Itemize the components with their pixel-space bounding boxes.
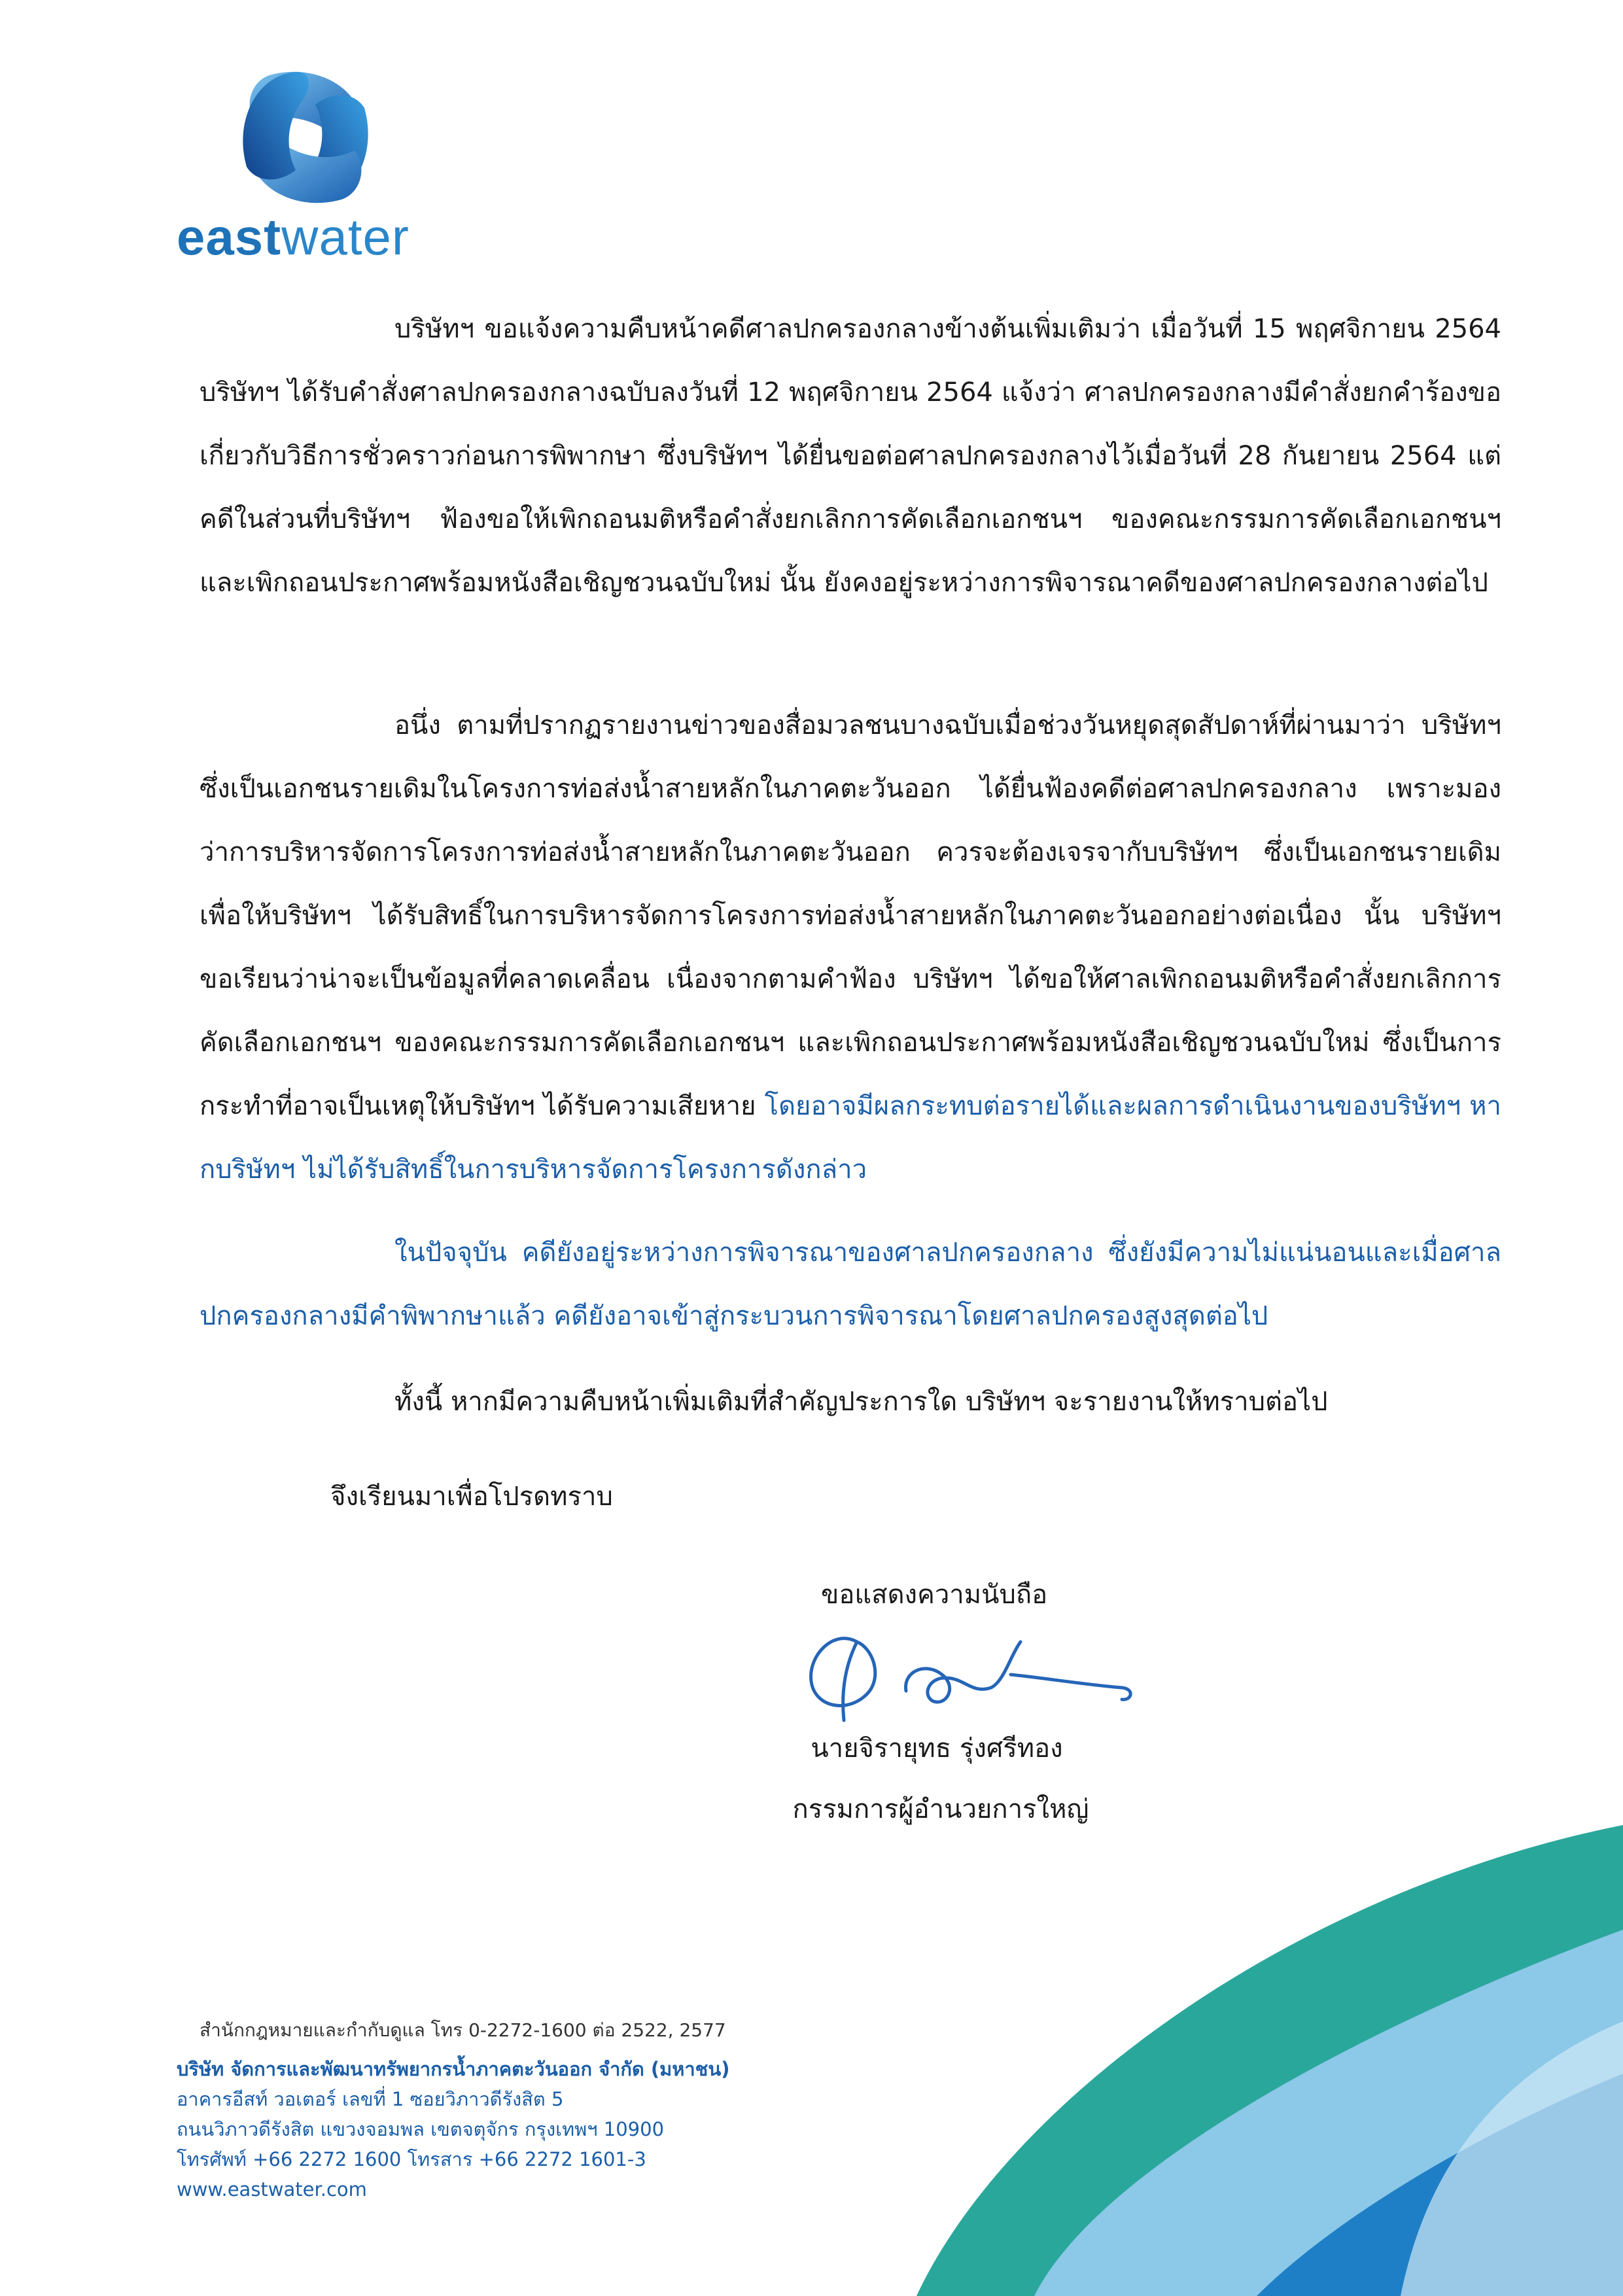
brand-part-east: east — [177, 208, 282, 266]
signer-name: นายจิรายุทธ รุ่งศรีทอง — [811, 1733, 1063, 1764]
paragraph-court-progress: บริษัทฯ ขอแจ้งความคืบหน้าคดีศาลปกครองกลางข้างต้นเพิ่มเติมว่า เมื่อวันที่ 15 พฤศจิกายน 2564 บริษัทฯ ได้รับคำสั่งศาลปกครองกลางฉบับลงวันที่ 12 พฤศจิกายน 2564 แจ้งว่า ศาลปกครองกลางมีคำสั่งยกคำร้องขอเกี่ยวกับวิธีการชั่วคราวก่อนการพิพากษา ซึ่งบริษัทฯ ได้ยื่นขอต่อศาลปกครองกลางไว้เมื่อวันที่ 28 กันยายน 2564 แต่คดีในส่วนที่บริษัทฯ ฟ้องขอให้เพิกถอนมติหรือคำสั่งยกเลิกการคัดเลือกเอกชนฯ ของคณะกรรมการคัดเลือกเอกชนฯ และเพิกถอนประกาศพร้อมหนังสือเชิญชวนฉบับใหม่ นั้น ยังคงอยู่ระหว่างการพิจารณาคดีของศาลปกครองกลางต่อไป — [200, 314, 1501, 598]
signature — [795, 1616, 1148, 1733]
company-name: บริษัท จัดการและพัฒนาทรัพยากรน้ำภาคตะวันออก จำกัด (มหาชน) — [177, 2058, 730, 2080]
signer-title: กรรมการผู้อำนวยการใหญ่ — [792, 1794, 1089, 1824]
company-phone: โทรศัพท์ +66 2272 1600 โทรสาร +66 2272 1601-3 — [177, 2148, 646, 2170]
brand-wordmark — [177, 207, 410, 267]
company-website: www.eastwater.com — [177, 2178, 367, 2200]
paragraph-current-status: ในปัจจุบัน คดียังอยู่ระหว่างการพิจารณาของศาลปกครองกลาง ซึ่งยังมีความไม่แน่นอนและเมื่อศาลปกครองกลางมีคำพิพากษาแล้ว คดียังอาจเข้าสู่กระบวนการพิจารณาโดยศาลปกครองสูงสุดต่อไป — [200, 1238, 1501, 1331]
closing-line: จึงเรียนมาเพื่อโปรดทราบ — [330, 1482, 613, 1512]
paragraph-news-text: อนึ่ง ตามที่ปรากฏรายงานข่าวของสื่อมวลชนบางฉบับเมื่อช่วงวันหยุดสุดสัปดาห์ที่ผ่านมาว่า บริษัทฯ ซึ่งเป็นเอกชนรายเดิมในโครงการท่อส่งน้ำสายหลักในภาคตะวันออก ได้ยื่นฟ้องคดีต่อศาลปกครองกลาง เพราะมองว่าการบริหารจัดการโครงการท่อส่งน้ำสายหลักในภาคตะวันออก ควรจะต้องเจรจากับบริษัทฯ ซึ่งเป็นเอกชนรายเดิม เพื่อให้บริษัทฯ ได้รับสิทธิ์ในการบริหารจัดการโครงการท่อส่งน้ำสายหลักในภาคตะวันออกอย่างต่อเนื่อง นั้น บริษัทฯ ขอเรียนว่าน่าจะเป็นข้อมูลที่คลาดเคลื่อน เนื่องจากตามคำฟ้อง บริษัทฯ ได้ขอให้ศาลเพิกถอนมติหรือคำสั่งยกเลิกการคัดเลือกเอกชนฯ ของคณะกรรมการคัดเลือกเอกชนฯ และเพิกถอนประกาศพร้อมหนังสือเชิญชวนฉบับใหม่ ซึ่งเป็นการกระทำที่อาจเป็นเหตุให้บริษัทฯ ได้รับความเสียหาย — [200, 710, 1501, 1121]
company-block — [177, 2054, 729, 2204]
logo-mark-icon — [230, 62, 381, 213]
company-address-1: อาคารอีสท์ วอเตอร์ เลขที่ 1 ซอยวิภาวดีรังสิต 5 — [177, 2088, 564, 2110]
eastwater-logo — [177, 62, 438, 271]
letter-body — [200, 298, 1501, 1434]
decorative-wave — [838, 1825, 1623, 2296]
paragraph-news-impact: โดยอาจมีผลกระทบต่อรายได้และผลการดำเนินงานของบริษัทฯ หากบริษัทฯ ไม่ได้รับสิทธิ์ในการบริหารจัดการโครงการดังกล่าว — [200, 1091, 1501, 1185]
paragraph-further-report: ทั้งนี้ หากมีความคืบหน้าเพิ่มเติมที่สำคัญประการใด บริษัทฯ จะรายงานให้ทราบต่อไป — [394, 1387, 1328, 1417]
company-address-2: ถนนวิภาวดีรังสิต แขวงจอมพล เขตจตุจักร กรุงเทพฯ 10900 — [177, 2118, 665, 2140]
paragraph-news-clarification — [200, 694, 1501, 1202]
brand-part-water: water — [281, 208, 410, 266]
regards-line: ขอแสดงความนับถือ — [821, 1580, 1048, 1610]
contact-line: สำนักกฎหมายและกำกับดูแล โทร 0-2272-1600 ต่อ 2522, 2577 — [200, 2019, 726, 2041]
